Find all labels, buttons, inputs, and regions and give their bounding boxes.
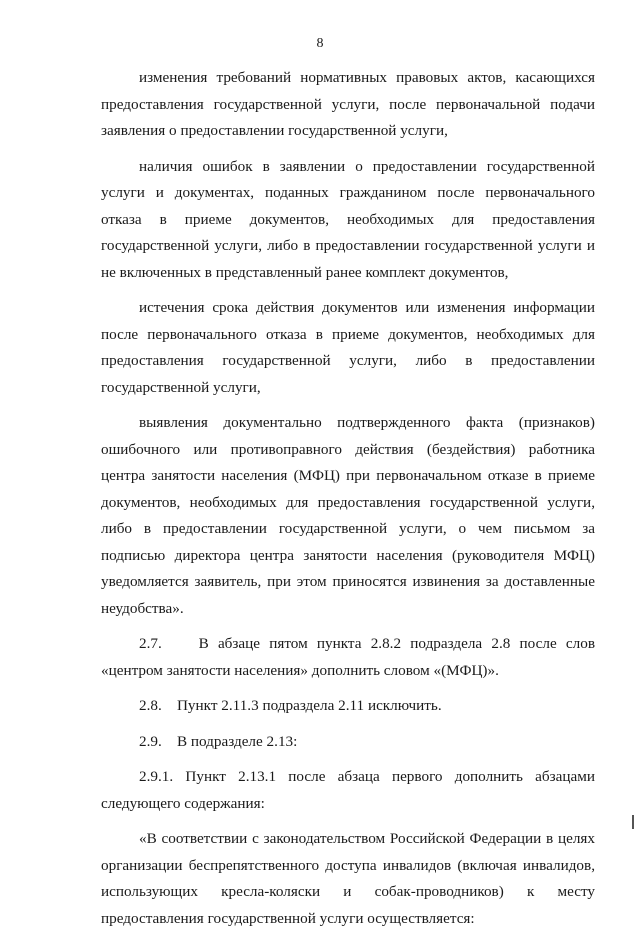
paragraph-application-errors: наличия ошибок в заявлении о предоставлении государственной услуги и документах, поданных гражданином после первоначального отказа в приеме документов, необходимых для предоставления государственной услуги, либо в предоставлении государственной услуги и не включенных в представленный ранее комплект документов, [101, 157, 595, 281]
paragraph-document-expiry: истечения срока действия документов или изменения информации после первоначального отказа в приеме документов, необходимых для предоставления государственной услуги, либо в предоставлении государственной услуги, [101, 299, 595, 396]
scan-mark [632, 815, 634, 829]
paragraph-accessibility-quote: «В соответствии с законодательством Российской Федерации в целях организации беспрепятственного доступа инвалидов (включая инвалидов, использующих кресла-коляски и собак-проводников) к месту предоставления государственной услуги осуществляется: [101, 830, 595, 927]
paragraph-erroneous-action: выявления документально подтвержденного факта (признаков) ошибочного или противоправного действия (бездействия) работника центра занятости населения (МФЦ) при первоначальном отказе в приеме документов, необходимых для предоставления государственной услуги, либо в предоставлении государственной услуги, о чем письмом за подписью директора центра занятости населения (руководителя МФЦ) уведомляется заявитель, при этом приносятся извинения за доставленные неудобства». [101, 414, 595, 617]
paragraph-item-2-8: 2.8. Пункт 2.11.3 подраздела 2.11 исключить. [139, 697, 442, 714]
paragraph-item-2-9: 2.9. В подразделе 2.13: [139, 732, 298, 750]
document-body [101, 65, 599, 932]
paragraph-item-2-7: 2.7. В абзаце пятом пункта 2.8.2 подраздела 2.8 после слов «центром занятости населения» дополнить словом «(МФЦ)». [101, 635, 599, 679]
paragraph-regulation-changes: изменения требований нормативных правовых актов, касающихся предоставления государственной услуги, после первоначальной подачи заявления о предоставлении государственной услуги, [101, 69, 595, 139]
paragraph-item-2-9-1: 2.9.1. Пункт 2.13.1 после абзаца первого дополнить абзацами следующего содержания: [101, 768, 595, 812]
page-number: 8 [316, 36, 324, 51]
